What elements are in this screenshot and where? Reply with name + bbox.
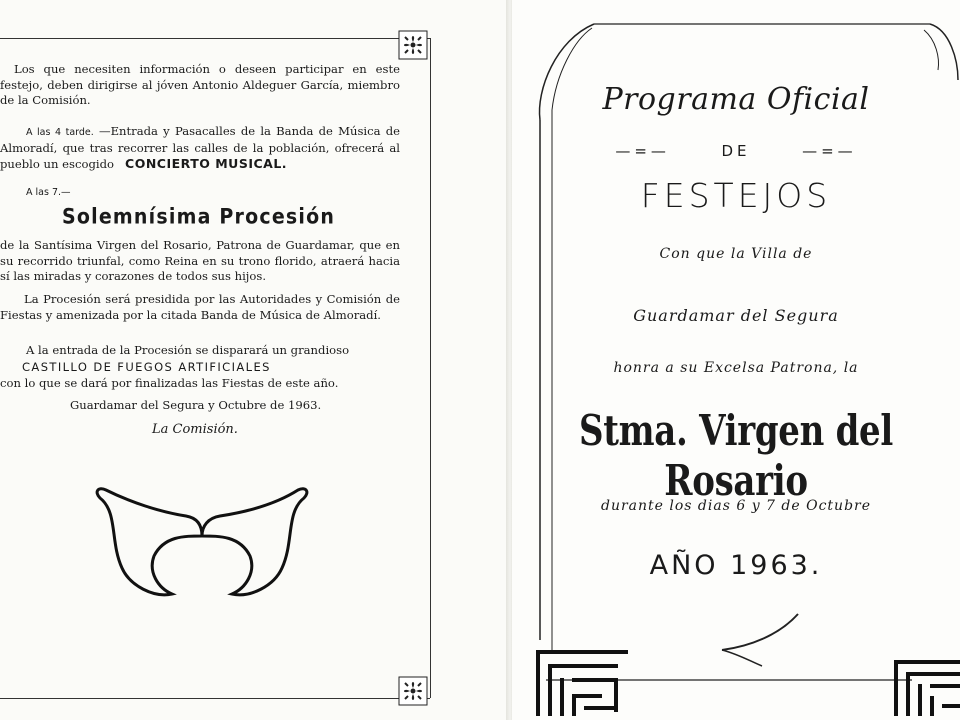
festejos-heading: FESTEJOS xyxy=(640,176,832,215)
right-page xyxy=(512,0,960,720)
finalizadas-line: con lo que se dará por finalizadas las Fiestas de este año. xyxy=(0,376,339,390)
decorative-flourish-icon xyxy=(80,476,320,616)
year-heading: AÑO 1963. xyxy=(649,550,823,581)
frame-right-rule xyxy=(430,38,431,698)
dates-line: durante los dias 6 y 7 de Octubre xyxy=(600,498,872,514)
frame-bottom-rule xyxy=(0,698,430,699)
intro-paragraph: Los que necesiten información o deseen participar en este festejo, deben dirigirse al jóven Antonio Aldeguer García, miembro de la Comisión. xyxy=(0,62,400,107)
frame-top-rule xyxy=(0,38,430,39)
virgen-heading: Stma. Virgen del Rosario xyxy=(578,406,894,506)
floral-ornament-icon xyxy=(398,676,428,706)
concierto-heading: CONCIERTO MUSICAL. xyxy=(125,156,288,171)
floral-ornament-icon xyxy=(398,30,428,60)
presidida-paragraph: La Procesión será presidida por las Autoridades y Comisión de Fiestas y amenizada por la citada Banda de Música de Almoradí. xyxy=(0,292,400,322)
signature-comision: La Comisión. xyxy=(152,422,238,437)
time-7-label: A las 7.— xyxy=(26,187,71,198)
time-7-label-wrap xyxy=(26,184,146,201)
pasacalles-text: —Entrada y Pasacalles de la Banda de Música de Almoradí, que tras recorrer las calles de la población, ofrecerá al pueblo un escogido xyxy=(0,124,400,171)
de-word: DE xyxy=(721,142,751,160)
castillo-heading: CASTILLO DE FUEGOS ARTIFICIALES xyxy=(22,360,271,374)
program-title: Programa Oficial xyxy=(602,82,870,117)
procesion-heading: Solemnísima Procesión xyxy=(62,204,336,230)
villa-line: Con que la Villa de xyxy=(659,246,813,262)
dash-left: —=— xyxy=(615,142,670,160)
entrada-line: A la entrada de la Procesión se disparará un grandioso xyxy=(26,343,350,357)
place-date-line: Guardamar del Segura y Octubre de 1963. xyxy=(70,398,322,412)
patrona-line: honra a su Excelsa Patrona, la xyxy=(613,360,859,376)
dash-right: —=— xyxy=(802,142,857,160)
time-4-label: A las 4 tarde. xyxy=(26,127,94,138)
pasacalles-paragraph xyxy=(0,124,400,173)
de-line xyxy=(512,142,960,160)
procesion-paragraph: de la Santísima Virgen del Rosario, Patrona de Guardamar, que en su recorrido triunfal, como Reina en su trono florido, atraerá hacia sí las miradas y corazones de todos sus hijos. xyxy=(0,238,400,283)
town-line: Guardamar del Segura xyxy=(633,306,839,325)
